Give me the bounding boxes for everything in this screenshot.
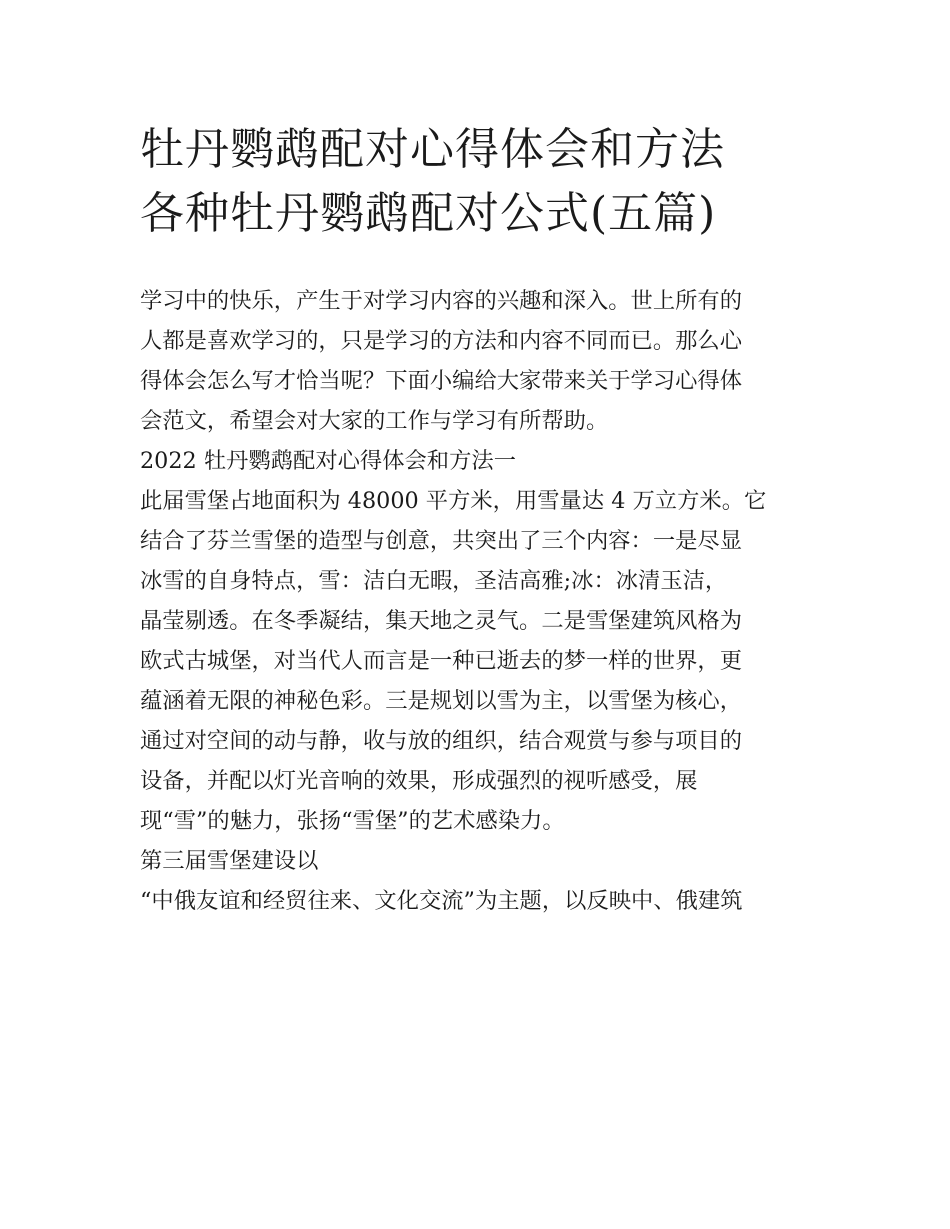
text-line: 通过对空间的动与静，收与放的组织，结合观赏与参与项目的 (140, 728, 743, 754)
text-line: 得体会怎么写才恰当呢？下面小编给大家带来关于学习心得体 (140, 368, 743, 394)
text-line: 会范文，希望会对大家的工作与学习有所帮助。 (140, 408, 609, 434)
title-line: 各种牡丹鹦鹉配对公式(五篇) (140, 188, 717, 239)
paragraph-snow-castle (140, 481, 815, 841)
text-line: 学习中的快乐，产生于对学习内容的兴趣和深入。世上所有的 (140, 288, 743, 314)
text-line: 第三届雪堡建设以 (140, 848, 319, 874)
text-line: “中俄友谊和经贸往来、文化交流”为主题，以反映中、俄建筑 (140, 888, 743, 914)
text-line: 冰雪的自身特点，雪：洁白无暇，圣洁高雅;冰：冰清玉洁， (140, 568, 728, 594)
text-line: 现“雪”的魅力，张扬“雪堡”的艺术感染力。 (140, 808, 565, 834)
title-line: 牡丹鹦鹉配对心得体会和方法 (140, 124, 725, 175)
intro-paragraph (140, 281, 815, 441)
document-body (140, 281, 815, 921)
text-line: 蕴涵着无限的神秘色彩。三是规划以雪为主，以雪堡为核心， (140, 688, 743, 714)
text-line: 人都是喜欢学习的，只是学习的方法和内容不同而已。那么心 (140, 328, 743, 354)
text-line: 晶莹剔透。在冬季凝结，集天地之灵气。二是雪堡建筑风格为 (140, 608, 743, 634)
section-heading: 2022 牡丹鹦鹉配对心得体会和方法一 (140, 448, 516, 474)
text-line: 设备，并配以灯光音响的效果，形成强烈的视听感受，展 (140, 768, 698, 794)
text-line: 结合了芬兰雪堡的造型与创意，共突出了三个内容：一是尽显 (140, 528, 743, 554)
text-line: 此届雪堡占地面积为 48000 平方米，用雪量达 4 万立方米。它 (140, 488, 767, 514)
document-title (140, 118, 820, 246)
paragraph-third-castle (140, 841, 815, 921)
text-line: 欧式古城堡，对当代人而言是一种已逝去的梦一样的世界，更 (140, 648, 743, 674)
